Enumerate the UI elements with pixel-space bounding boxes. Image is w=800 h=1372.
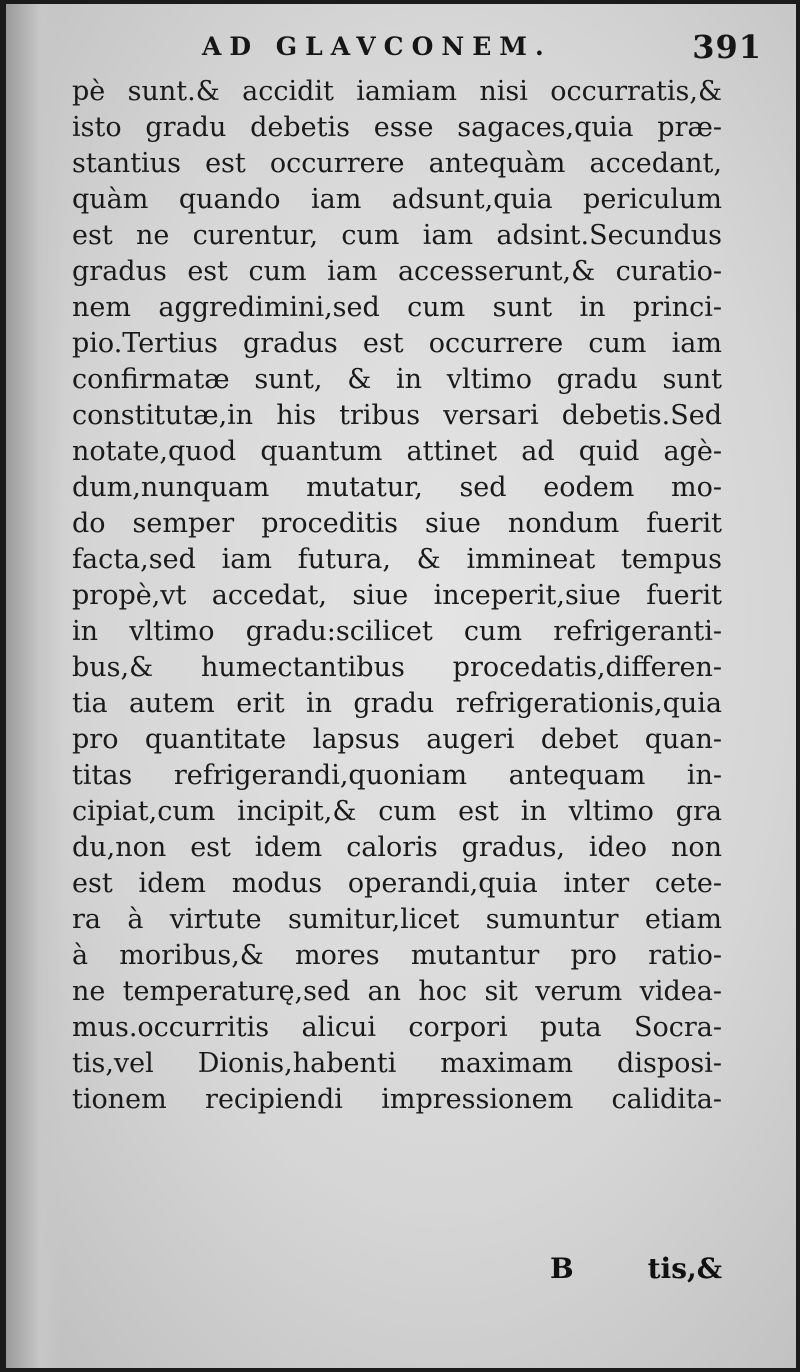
book-page bbox=[6, 4, 796, 1368]
body-text bbox=[72, 74, 722, 1118]
text-line: pro quantitate lapsus augeri debet quan- bbox=[72, 724, 722, 755]
text-line: quàm quando iam adsunt,quia periculum bbox=[72, 184, 722, 215]
text-line: confirmatæ sunt, & in vltimo gradu sunt bbox=[72, 364, 722, 395]
page-footer bbox=[72, 1252, 722, 1292]
page-gutter-shadow bbox=[6, 4, 64, 1368]
text-line: pio.Tertius gradus est occurrere cum iam bbox=[72, 328, 722, 359]
text-line: isto gradu debetis esse sagaces,quia præ- bbox=[72, 112, 722, 143]
page-number: 391 bbox=[692, 28, 762, 66]
page-header bbox=[202, 28, 762, 68]
text-line: mus.occurritis alicui corpori puta Socra- bbox=[72, 1012, 722, 1043]
text-line: dum,nunquam mutatur, sed eodem mo- bbox=[72, 472, 722, 503]
text-line: gradus est cum iam accesserunt,& curatio- bbox=[72, 256, 722, 287]
signature-mark: B bbox=[550, 1252, 574, 1285]
text-line: facta,sed iam futura, & immineat tempus bbox=[72, 544, 722, 575]
text-line: tis,vel Dionis,habenti maximam disposi- bbox=[72, 1048, 722, 1079]
text-line: tionem recipiendi impressionem calidita- bbox=[72, 1084, 722, 1115]
text-line: bus,& humectantibus procedatis,differen- bbox=[72, 652, 722, 683]
text-line: pè sunt.& accidit iamiam nisi occurratis,& bbox=[72, 76, 722, 107]
text-line: est idem modus operandi,quia inter cete- bbox=[72, 868, 722, 899]
text-line: propè,vt accedat, siue inceperit,siue fuerit bbox=[72, 580, 722, 611]
text-line: ra à virtute sumitur,licet sumuntur etiam bbox=[72, 904, 722, 935]
text-line: do semper proceditis siue nondum fuerit bbox=[72, 508, 722, 539]
text-line: tia autem erit in gradu refrigerationis,quia bbox=[72, 688, 722, 719]
text-line: à moribus,& mores mutantur pro ratio- bbox=[72, 940, 722, 971]
text-line: ne temperaturę,sed an hoc sit verum videa- bbox=[72, 976, 722, 1007]
running-title: AD GLAVCONEM. bbox=[202, 32, 552, 61]
text-line: notate,quod quantum attinet ad quid agè- bbox=[72, 436, 722, 467]
text-line: constitutæ,in his tribus versari debetis.Sed bbox=[72, 400, 722, 431]
text-line: stantius est occurrere antequàm accedant, bbox=[72, 148, 722, 179]
text-line: est ne curentur, cum iam adsint.Secundus bbox=[72, 220, 722, 251]
text-line: cipiat,cum incipit,& cum est in vltimo gra bbox=[72, 796, 722, 827]
text-line: titas refrigerandi,quoniam antequam in- bbox=[72, 760, 722, 791]
text-line: in vltimo gradu:scilicet cum refrigeranti- bbox=[72, 616, 722, 647]
text-line: du,non est idem caloris gradus, ideo non bbox=[72, 832, 722, 863]
text-line: nem aggredimini,sed cum sunt in princi- bbox=[72, 292, 722, 323]
catchword: tis,& bbox=[647, 1252, 722, 1285]
